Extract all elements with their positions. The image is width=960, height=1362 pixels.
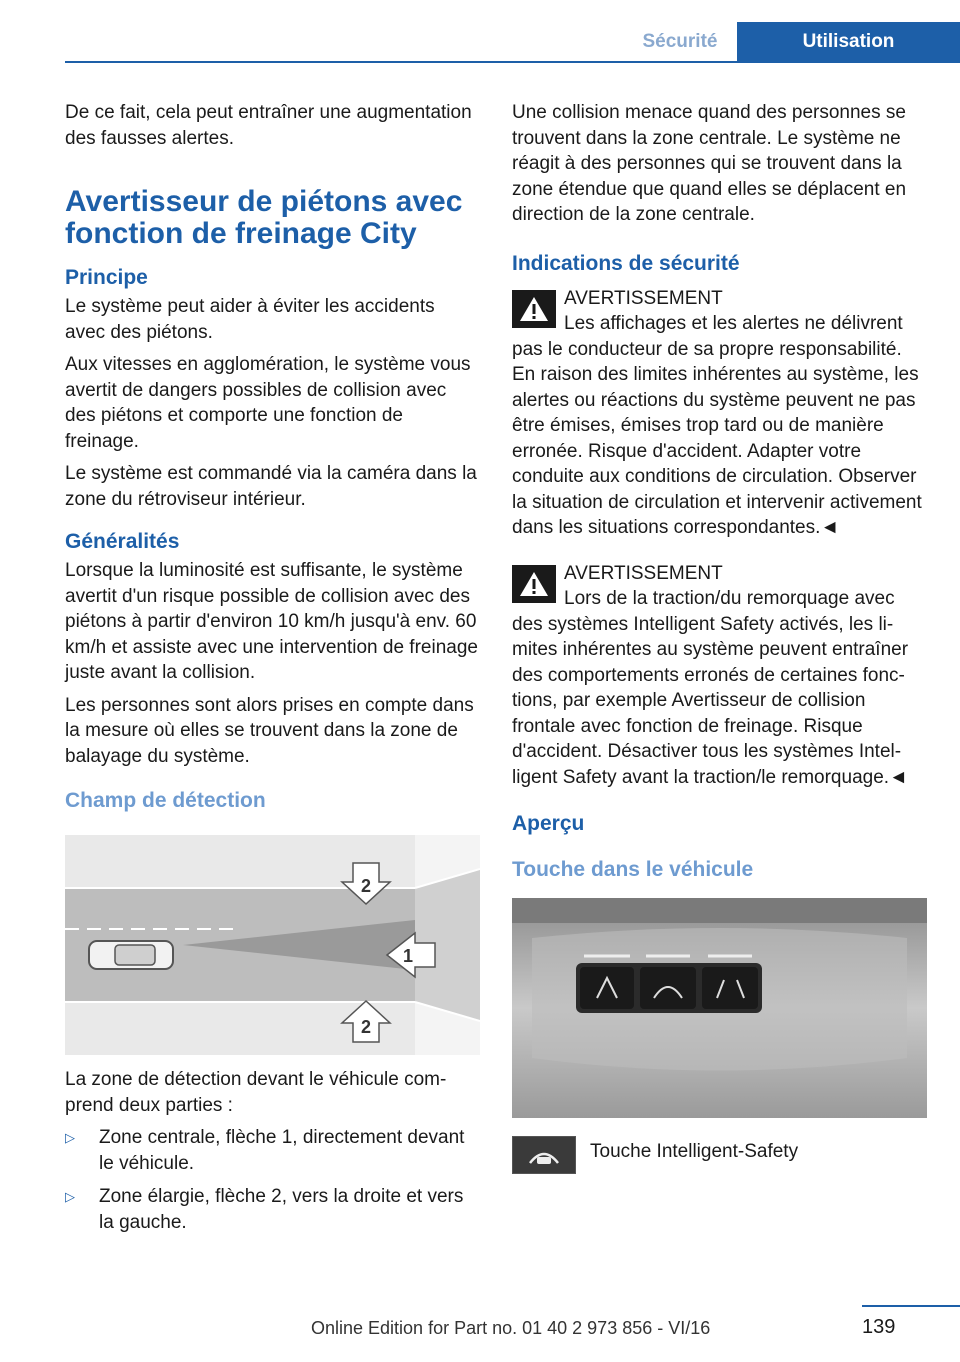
generalites-paragraph-2: Les personnes sont alors prises en compte dans la mesure où elles se trouvent dans la zone de balayage du système. xyxy=(65,694,474,767)
touche-heading: Touche dans le véhicule xyxy=(512,858,754,881)
zone-paragraph: La zone de détection devant le véhicule comprend deux parties : xyxy=(65,1069,447,1116)
warning-1-text: pas le conducteur de sa propre responsabilité. En raison des limites inhérentes au système, les alertes ou réactions du système peuvent ne pas être émises, émises trop tard ou de manière erronée. Risque d'accident. Adapter votre conduite aux conditions de circulation. Observer la situation de circulation et intervenir activement dans les situations correspondantes.◄ xyxy=(512,338,922,538)
arrow-1-label: 1 xyxy=(403,946,414,966)
collision-paragraph: Une collision menace quand des personnes se trouvent dans la zone centrale. Le système ne réagit à des personnes qui se trouvent dans la zone étendue que quand elles se déplacent en direction de la zone centrale. xyxy=(512,102,907,225)
car-icon xyxy=(89,941,173,969)
footer-rule xyxy=(862,1305,960,1307)
edition-footer: Online Edition for Part no. 01 40 2 973 856 - VI/16 xyxy=(311,1318,711,1338)
principe-paragraph-2: Aux vitesses en agglomération, le système vous avertit de dangers possibles de collision avec des piétons et comporte une fonction de freinage. xyxy=(65,354,471,452)
intelligent-safety-icon xyxy=(512,1136,576,1174)
vehicle-buttons-photo xyxy=(512,898,927,1118)
detection-field-figure xyxy=(65,835,480,1055)
list-item-text: Zone élargie, flèche 2, vers la droite et vers la gauche. xyxy=(99,1186,464,1233)
list-item xyxy=(65,1125,480,1176)
key-label: Touche Intelligent-Safety xyxy=(590,1141,799,1162)
warning-block-1 xyxy=(512,286,927,541)
principe-paragraph-1: Le système peut aider à éviter les accidents avec des piétons. xyxy=(65,296,435,343)
header-rule xyxy=(65,61,960,63)
principe-paragraph-3: Le système est commandé via la caméra dans la zone du rétroviseur intérieur. xyxy=(65,463,477,510)
list-item-text: Zone centrale, flèche 1, directement devant le véhicule. xyxy=(99,1127,465,1174)
warning-2-line: Lors de la traction/du remorquage avec xyxy=(564,588,895,609)
warning-1-title: AVERTISSEMENT xyxy=(564,287,723,309)
left-column xyxy=(65,100,480,1243)
warning-block-2 xyxy=(512,561,927,791)
indications-heading: Indications de sécurité xyxy=(512,251,740,275)
bullet-triangle-icon: ▷ xyxy=(65,1189,75,1204)
principe-heading: Principe xyxy=(65,266,148,289)
arrow-2-bottom-label: 2 xyxy=(361,1017,372,1037)
key-legend xyxy=(512,1136,927,1174)
warning-2-text: des systèmes Intelligent Safety activés, les limites inhérentes au système peuvent entraîner des comportements erronés de certaines fonctions, par exemple Avertisseur de collision frontale avec fonction de freinage. Risque d'accident. Désactiver tous les systèmes Intelligent Safety avant la traction/le remorquage.◄ xyxy=(512,613,909,788)
arrow-2-top-label: 2 xyxy=(361,876,372,896)
warning-triangle-icon xyxy=(512,290,556,328)
tab-securite: Sécurité xyxy=(642,31,718,52)
warning-1-line: Les affichages et les alertes ne délivrent xyxy=(564,313,903,334)
page-number: 139 xyxy=(862,1316,896,1338)
right-column xyxy=(512,100,927,1174)
warning-2-title: AVERTISSEMENT xyxy=(564,562,723,584)
bullet-triangle-icon: ▷ xyxy=(65,1130,75,1145)
champ-heading: Champ de détection xyxy=(65,789,266,812)
list-item xyxy=(65,1184,480,1235)
warning-triangle-icon xyxy=(512,565,556,603)
apercu-heading: Aperçu xyxy=(512,812,585,835)
tab-utilisation: Utilisation xyxy=(737,22,960,62)
page-title: Avertisseur de piétons avec fonction de freinage City xyxy=(65,185,463,250)
intro-paragraph: De ce fait, cela peut entraîner une augmentation des fausses alertes. xyxy=(65,102,472,149)
generalites-paragraph-1: Lorsque la luminosité est suffisante, le système avertit d'un risque possible de collision avec des piétons à partir d'environ 10 km/h jusqu'à env. 60 km/h et assiste avec une intervention de freinage juste avant la collision. xyxy=(65,560,478,683)
generalites-heading: Généralités xyxy=(65,530,180,553)
